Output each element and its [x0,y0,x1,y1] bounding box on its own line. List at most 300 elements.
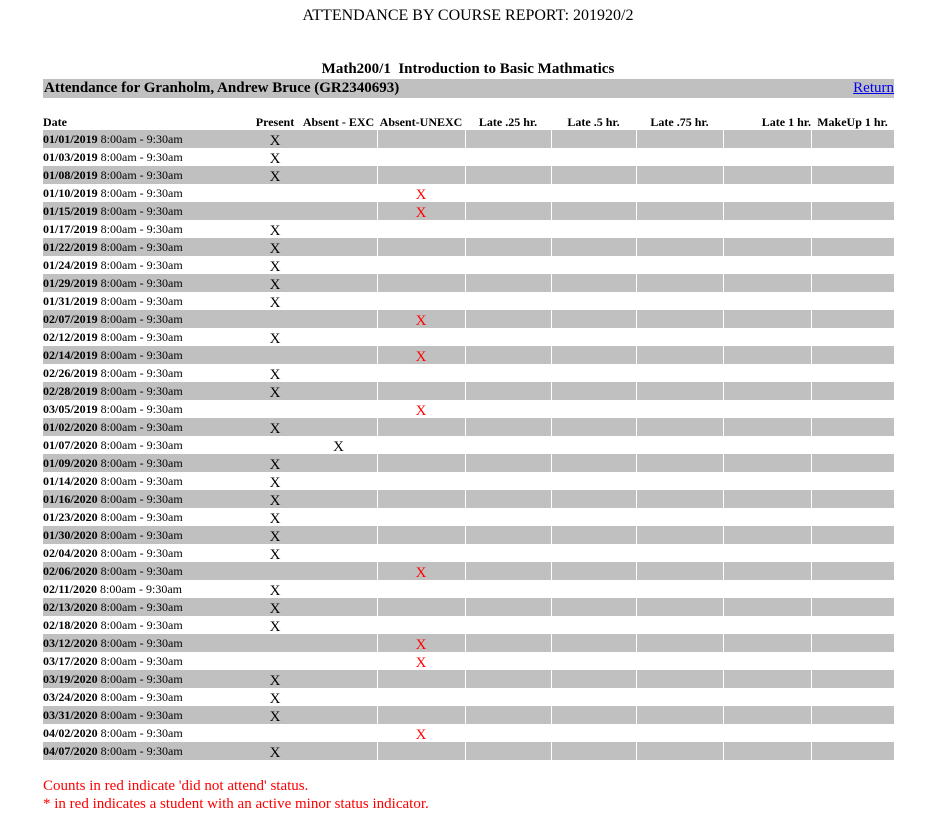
cell-makeup-1 [811,670,894,688]
cell-late-1 [723,706,811,724]
attendance-mark: X [269,241,281,257]
table-row [43,724,894,742]
session-date: 02/11/2020 [43,582,98,596]
cell-absent-unexc [377,526,465,544]
cell-absent-exc [300,382,377,400]
cell-late-75 [636,616,723,634]
column-header-late-75: Late .75 hr. [650,115,709,129]
cell-late-25 [465,382,551,400]
attendance-mark: X [269,223,281,239]
attendance-mark: X [269,277,281,293]
cell-late-25 [465,202,551,220]
unexcused-mark: X [415,637,427,653]
cell-late-5 [551,688,636,706]
unexcused-mark: X [415,313,427,329]
cell-absent-exc [300,274,377,292]
student-header-bar [43,79,894,98]
cell-absent-exc [300,310,377,328]
table-row [43,148,894,166]
cell-present [250,292,300,310]
cell-makeup-1 [811,454,894,472]
cell-late-5 [551,526,636,544]
cell-late-25 [465,544,551,562]
cell-makeup-1 [811,184,894,202]
attendance-mark: X [269,421,281,437]
cell-late-5 [551,346,636,364]
session-date: 01/01/2019 [43,132,98,146]
cell-late-5 [551,148,636,166]
cell-late-25 [465,454,551,472]
table-row [43,130,894,148]
table-row [43,382,894,400]
cell-present [250,328,300,346]
cell-late-5 [551,562,636,580]
attendance-mark: X [269,511,281,527]
cell-absent-unexc [377,274,465,292]
table-row [43,238,894,256]
cell-present [250,490,300,508]
cell-late-25 [465,490,551,508]
session-time: 8:00am - 9:30am [100,384,183,398]
cell-late-25 [465,508,551,526]
cell-late-75 [636,580,723,598]
session-time: 8:00am - 9:30am [100,528,183,542]
cell-late-25 [465,130,551,148]
cell-late-5 [551,310,636,328]
cell-late-25 [465,310,551,328]
cell-present [250,148,300,166]
cell-absent-unexc [377,724,465,742]
session-date: 01/09/2020 [43,456,98,470]
cell-absent-exc [300,742,377,760]
cell-absent-unexc [377,472,465,490]
cell-present [250,130,300,148]
cell-makeup-1 [811,310,894,328]
cell-late-5 [551,544,636,562]
date-cell [43,652,250,670]
cell-present [250,706,300,724]
date-cell [43,256,250,274]
cell-absent-exc [300,346,377,364]
unexcused-mark: X [415,349,427,365]
cell-present [250,670,300,688]
cell-absent-exc [300,202,377,220]
table-row [43,526,894,544]
cell-makeup-1 [811,634,894,652]
table-row [43,400,894,418]
cell-present [250,364,300,382]
cell-late-75 [636,148,723,166]
cell-absent-exc [300,256,377,274]
cell-late-75 [636,220,723,238]
date-cell [43,184,250,202]
table-row [43,256,894,274]
session-date: 01/15/2019 [43,204,98,218]
session-time: 8:00am - 9:30am [100,438,183,452]
cell-absent-unexc [377,454,465,472]
unexcused-mark: X [415,655,427,671]
cell-late-75 [636,544,723,562]
cell-absent-exc [300,688,377,706]
cell-present [250,400,300,418]
cell-late-75 [636,310,723,328]
cell-present [250,544,300,562]
session-time: 8:00am - 9:30am [100,258,183,272]
table-row [43,706,894,724]
cell-present [250,454,300,472]
session-date: 02/18/2020 [43,618,98,632]
cell-late-5 [551,724,636,742]
session-time: 8:00am - 9:30am [100,204,183,218]
cell-makeup-1 [811,472,894,490]
unexcused-mark: X [415,205,427,221]
session-time: 8:00am - 9:30am [100,492,183,506]
cell-present [250,238,300,256]
cell-absent-unexc [377,346,465,364]
session-date: 01/10/2019 [43,186,98,200]
cell-late-75 [636,706,723,724]
session-date: 04/02/2020 [43,726,98,740]
cell-makeup-1 [811,418,894,436]
cell-absent-unexc [377,706,465,724]
cell-late-5 [551,220,636,238]
cell-late-75 [636,652,723,670]
cell-late-75 [636,454,723,472]
session-time: 8:00am - 9:30am [100,510,183,524]
session-date: 03/17/2020 [43,654,98,668]
cell-late-25 [465,652,551,670]
cell-absent-unexc [377,580,465,598]
cell-late-1 [723,130,811,148]
cell-makeup-1 [811,490,894,508]
cell-late-25 [465,436,551,454]
cell-absent-exc [300,562,377,580]
cell-absent-unexc [377,166,465,184]
table-row [43,688,894,706]
cell-late-75 [636,202,723,220]
attendance-mark: X [269,493,281,509]
cell-late-1 [723,652,811,670]
cell-makeup-1 [811,400,894,418]
session-date: 03/19/2020 [43,672,98,686]
table-row [43,220,894,238]
session-time: 8:00am - 9:30am [100,276,183,290]
cell-late-75 [636,562,723,580]
cell-present [250,346,300,364]
cell-absent-exc [300,130,377,148]
date-cell [43,544,250,562]
session-time: 8:00am - 9:30am [100,150,183,164]
date-cell [43,706,250,724]
table-row [43,616,894,634]
cell-makeup-1 [811,382,894,400]
session-time: 8:00am - 9:30am [100,330,183,344]
table-row [43,310,894,328]
cell-absent-exc [300,184,377,202]
table-row [43,544,894,562]
cell-late-5 [551,616,636,634]
cell-late-1 [723,454,811,472]
date-cell [43,382,250,400]
cell-absent-unexc [377,652,465,670]
cell-late-5 [551,202,636,220]
cell-late-75 [636,670,723,688]
cell-late-5 [551,292,636,310]
session-date: 01/14/2020 [43,474,98,488]
cell-late-5 [551,472,636,490]
cell-makeup-1 [811,508,894,526]
cell-late-75 [636,130,723,148]
date-cell [43,742,250,760]
cell-late-75 [636,472,723,490]
cell-late-75 [636,328,723,346]
cell-late-1 [723,670,811,688]
cell-late-1 [723,436,811,454]
cell-late-1 [723,274,811,292]
attendance-mark: X [333,439,344,455]
cell-late-25 [465,256,551,274]
cell-late-75 [636,256,723,274]
attendance-rows [43,130,894,760]
cell-makeup-1 [811,256,894,274]
cell-absent-unexc [377,688,465,706]
cell-late-25 [465,220,551,238]
table-row [43,184,894,202]
session-date: 01/23/2020 [43,510,98,524]
cell-present [250,724,300,742]
date-cell [43,274,250,292]
unexcused-mark: X [415,403,427,419]
unexcused-mark: X [415,727,427,743]
cell-makeup-1 [811,742,894,760]
cell-makeup-1 [811,346,894,364]
cell-absent-exc [300,616,377,634]
cell-late-5 [551,580,636,598]
date-cell [43,292,250,310]
session-date: 02/12/2019 [43,330,98,344]
cell-present [250,508,300,526]
note-red-counts: Counts in red indicate 'did not attend' status. [43,778,309,794]
course-title: Math200/1 Introduction to Basic Mathmatics [321,61,615,77]
attendance-mark: X [269,673,281,689]
cell-present [250,256,300,274]
cell-late-75 [636,688,723,706]
cell-absent-unexc [377,148,465,166]
cell-late-75 [636,742,723,760]
cell-late-25 [465,238,551,256]
cell-absent-exc [300,508,377,526]
cell-late-25 [465,598,551,616]
cell-absent-unexc [377,490,465,508]
cell-late-1 [723,616,811,634]
cell-late-1 [723,418,811,436]
cell-late-1 [723,490,811,508]
cell-absent-unexc [377,328,465,346]
attendance-mark: X [269,529,281,545]
cell-late-25 [465,616,551,634]
session-time: 8:00am - 9:30am [100,564,183,578]
cell-makeup-1 [811,166,894,184]
table-row [43,418,894,436]
cell-present [250,580,300,598]
cell-makeup-1 [811,274,894,292]
cell-makeup-1 [811,364,894,382]
session-date: 03/12/2020 [43,636,98,650]
cell-late-5 [551,238,636,256]
cell-late-1 [723,580,811,598]
cell-late-25 [465,292,551,310]
date-cell [43,490,250,508]
cell-late-5 [551,436,636,454]
cell-absent-exc [300,292,377,310]
date-cell [43,328,250,346]
cell-absent-exc [300,436,377,454]
cell-late-5 [551,256,636,274]
cell-absent-unexc [377,400,465,418]
cell-absent-exc [300,670,377,688]
cell-absent-exc [300,364,377,382]
cell-late-25 [465,400,551,418]
session-time: 8:00am - 9:30am [100,132,183,146]
session-time: 8:00am - 9:30am [100,708,183,722]
cell-absent-exc [300,328,377,346]
cell-absent-exc [300,220,377,238]
cell-late-1 [723,364,811,382]
cell-late-1 [723,166,811,184]
cell-absent-unexc [377,238,465,256]
cell-absent-unexc [377,562,465,580]
cell-absent-exc [300,166,377,184]
date-cell [43,364,250,382]
date-cell [43,688,250,706]
cell-makeup-1 [811,436,894,454]
cell-absent-unexc [377,436,465,454]
session-date: 01/03/2019 [43,150,98,164]
cell-makeup-1 [811,220,894,238]
date-cell [43,148,250,166]
cell-late-75 [636,346,723,364]
cell-late-25 [465,274,551,292]
cell-makeup-1 [811,526,894,544]
cell-late-75 [636,364,723,382]
attendance-mark: X [269,583,281,599]
table-row [43,472,894,490]
cell-makeup-1 [811,598,894,616]
cell-present [250,598,300,616]
cell-late-25 [465,472,551,490]
session-time: 8:00am - 9:30am [100,348,183,362]
session-time: 8:00am - 9:30am [100,600,183,614]
cell-late-1 [723,472,811,490]
attendance-mark: X [269,259,281,275]
table-row [43,670,894,688]
column-header-absent-unexc: Absent-UNEXC [379,115,463,129]
cell-late-1 [723,544,811,562]
cell-late-1 [723,526,811,544]
attendance-table [43,114,894,760]
cell-late-1 [723,598,811,616]
table-row [43,652,894,670]
cell-late-5 [551,328,636,346]
cell-late-1 [723,688,811,706]
cell-late-1 [723,742,811,760]
cell-makeup-1 [811,724,894,742]
session-time: 8:00am - 9:30am [100,240,183,254]
cell-late-1 [723,346,811,364]
date-cell [43,202,250,220]
date-cell [43,562,250,580]
table-row [43,580,894,598]
cell-present [250,382,300,400]
attendance-mark: X [269,709,281,725]
return-link[interactable]: Return [853,80,894,96]
session-date: 02/14/2019 [43,348,98,362]
session-date: 01/29/2019 [43,276,98,290]
cell-absent-exc [300,238,377,256]
table-row [43,562,894,580]
column-header-late-1: Late 1 hr. [761,115,811,129]
cell-absent-exc [300,472,377,490]
cell-late-75 [636,400,723,418]
session-time: 8:00am - 9:30am [100,294,183,308]
cell-absent-unexc [377,598,465,616]
cell-late-5 [551,364,636,382]
cell-late-1 [723,562,811,580]
cell-absent-unexc [377,418,465,436]
date-cell [43,220,250,238]
date-cell [43,472,250,490]
table-row [43,598,894,616]
cell-late-25 [465,184,551,202]
session-date: 01/08/2019 [43,168,98,182]
date-cell [43,616,250,634]
cell-makeup-1 [811,130,894,148]
cell-late-5 [551,652,636,670]
cell-late-1 [723,634,811,652]
cell-late-25 [465,418,551,436]
cell-late-5 [551,274,636,292]
date-cell [43,526,250,544]
column-header-present: Present [255,115,295,129]
session-date: 01/02/2020 [43,420,98,434]
table-row [43,292,894,310]
cell-absent-exc [300,598,377,616]
cell-present [250,310,300,328]
cell-absent-unexc [377,544,465,562]
session-time: 8:00am - 9:30am [100,654,183,668]
cell-absent-unexc [377,256,465,274]
cell-absent-unexc [377,130,465,148]
attendance-mark: X [269,601,281,617]
cell-present [250,634,300,652]
session-time: 8:00am - 9:30am [100,726,183,740]
cell-late-25 [465,364,551,382]
cell-late-5 [551,418,636,436]
session-date: 02/07/2019 [43,312,98,326]
attendance-mark: X [269,619,281,635]
cell-absent-unexc [377,364,465,382]
session-time: 8:00am - 9:30am [100,618,183,632]
cell-late-1 [723,202,811,220]
date-cell [43,598,250,616]
unexcused-mark: X [415,565,427,581]
cell-late-25 [465,166,551,184]
session-date: 01/17/2019 [43,222,98,236]
table-row [43,166,894,184]
session-date: 03/24/2020 [43,690,98,704]
cell-late-5 [551,508,636,526]
cell-present [250,562,300,580]
